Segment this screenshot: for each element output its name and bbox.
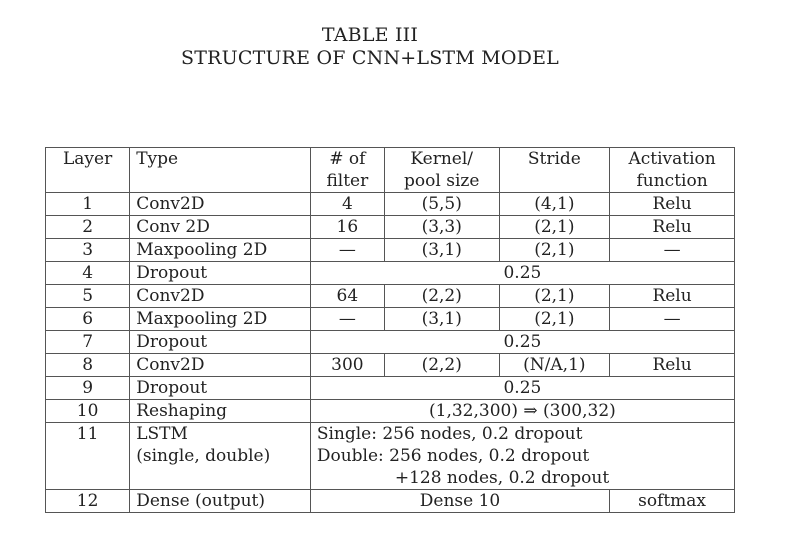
cell-layer: 12: [46, 490, 130, 513]
header-kernel: Kernel/ pool size: [384, 148, 499, 193]
cell-activation: —: [610, 308, 735, 331]
cell-type: Conv2D: [130, 354, 311, 377]
header-stride: Stride: [499, 148, 610, 193]
cell-merged: (1,32,300) ⇒ (300,32): [310, 400, 734, 423]
cell-activation: Relu: [610, 354, 735, 377]
cell-layer: 8: [46, 354, 130, 377]
cell-activation: Relu: [610, 285, 735, 308]
table-row: [46, 216, 735, 239]
cell-merged: 0.25: [310, 262, 734, 285]
cell-kernel: (3,1): [384, 239, 499, 262]
cell-kernel: (3,3): [384, 216, 499, 239]
header-layer: Layer: [46, 148, 130, 193]
cell-filter: —: [310, 308, 384, 331]
cell-merged: 0.25: [310, 331, 734, 354]
cell-kernel: (3,1): [384, 308, 499, 331]
cell-filter: 4: [310, 193, 384, 216]
table-row: [46, 285, 735, 308]
table-caption: [0, 24, 740, 70]
header-type: Type: [130, 148, 311, 193]
cell-layer: 1: [46, 193, 130, 216]
cell-type: Conv2D: [130, 285, 311, 308]
header-filter: # of filter: [310, 148, 384, 193]
cell-filter: 64: [310, 285, 384, 308]
cell-activation: Relu: [610, 216, 735, 239]
cell-kernel: (2,2): [384, 285, 499, 308]
table-row: [46, 239, 735, 262]
table-row: [46, 354, 735, 377]
cell-kernel: (5,5): [384, 193, 499, 216]
cell-stride: (4,1): [499, 193, 610, 216]
cell-layer: 6: [46, 308, 130, 331]
cell-stride: (2,1): [499, 308, 610, 331]
cell-type: Dropout: [130, 331, 311, 354]
cell-type: Dropout: [130, 262, 311, 285]
cell-layer: 2: [46, 216, 130, 239]
cell-type: Dense (output): [130, 490, 311, 513]
table-label: TABLE III: [321, 24, 419, 46]
cell-merged: 0.25: [310, 377, 734, 400]
table-row: [46, 377, 735, 400]
cell-layer: 9: [46, 377, 130, 400]
cell-filter: 16: [310, 216, 384, 239]
cell-type: LSTM (single, double): [130, 423, 311, 490]
cell-layer: 11: [46, 423, 130, 490]
cell-type: Conv2D: [130, 193, 311, 216]
table-row: [46, 193, 735, 216]
table-row: [46, 490, 735, 513]
cell-layer: 10: [46, 400, 130, 423]
cell-type: Reshaping: [130, 400, 311, 423]
table-row: [46, 308, 735, 331]
cell-filter: 300: [310, 354, 384, 377]
cell-layer: 3: [46, 239, 130, 262]
table-row: [46, 331, 735, 354]
header-row: [46, 148, 735, 193]
cell-activation: Relu: [610, 193, 735, 216]
cell-type: Maxpooling 2D: [130, 308, 311, 331]
cell-type: Conv 2D: [130, 216, 311, 239]
cell-layer: 5: [46, 285, 130, 308]
cell-stride: (2,1): [499, 216, 610, 239]
cell-type: Maxpooling 2D: [130, 239, 311, 262]
cell-type: Dropout: [130, 377, 311, 400]
table-row: [46, 423, 735, 490]
cell-filter: —: [310, 239, 384, 262]
table-row: [46, 262, 735, 285]
cell-stride: (2,1): [499, 285, 610, 308]
cell-stride: (N/A,1): [499, 354, 610, 377]
table-title: STRUCTURE OF CNN+LSTM MODEL: [181, 47, 559, 69]
cell-layer: 4: [46, 262, 130, 285]
cell-merged: Single: 256 nodes, 0.2 dropout Double: 256 nodes, 0.2 dropout +128 nodes, 0.2 dropout: [310, 423, 734, 490]
cell-activation: —: [610, 239, 735, 262]
table-row: [46, 400, 735, 423]
cell-layer: 7: [46, 331, 130, 354]
cell-merged: Dense 10: [310, 490, 609, 513]
model-structure-table: [45, 147, 735, 513]
header-activation: Activation function: [610, 148, 735, 193]
cell-activation: softmax: [610, 490, 735, 513]
cell-kernel: (2,2): [384, 354, 499, 377]
cell-stride: (2,1): [499, 239, 610, 262]
